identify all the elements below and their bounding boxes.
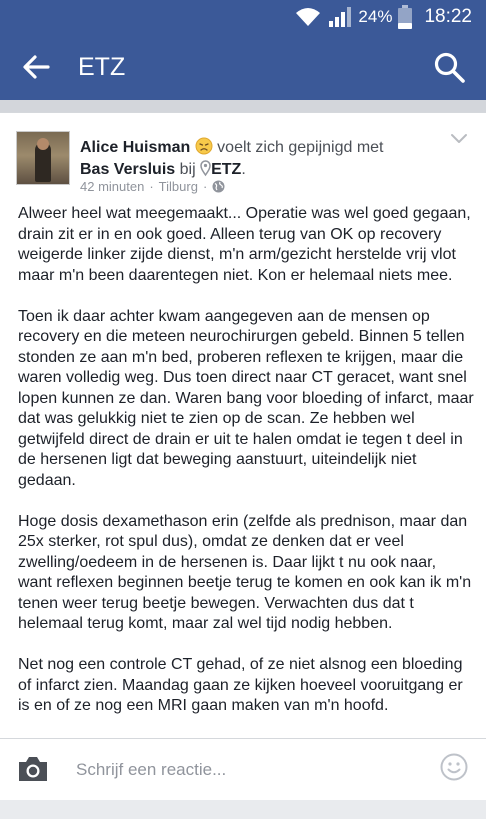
post-location[interactable]: Tilburg (158, 179, 198, 194)
battery-percentage: 24% (358, 7, 393, 26)
header-period: . (241, 161, 246, 178)
at-text: bij (179, 161, 196, 178)
wifi-icon (294, 6, 322, 28)
page-title: ETZ (78, 53, 126, 81)
comment-composer (0, 738, 486, 800)
globe-icon (212, 180, 225, 193)
place-name[interactable]: ETZ (211, 161, 242, 178)
back-arrow-icon[interactable] (20, 52, 52, 82)
post-paragraph: Net nog een controle CT gehad, of ze niet alsnog een bloeding of infarct zien. Maandag gaan ze kijken hoeveel vooruitgang er is en of ze nog een MRI gaan maken van m'n hoofd. (18, 656, 463, 714)
post-card (0, 112, 486, 738)
post-meta (80, 179, 225, 194)
emoji-icon[interactable] (440, 753, 468, 781)
location-pin-icon (200, 160, 211, 176)
chevron-down-icon[interactable] (450, 133, 468, 145)
comment-input[interactable] (76, 757, 416, 783)
tagged-name[interactable]: Bas Versluis (80, 161, 176, 178)
post-header (80, 137, 410, 181)
status-icons (294, 5, 472, 29)
signal-icon (328, 6, 352, 28)
search-icon[interactable] (432, 50, 466, 84)
feed-divider (0, 100, 486, 112)
app-bar (0, 34, 486, 100)
avatar[interactable] (16, 131, 70, 185)
post-paragraph: Toen ik daar achter kwam aangegeven aan de mensen op recovery en die meteen neurochirurgen gebeld. Binnen 5 tellen stonden ze aan m'n bed, proberen reflexen te krijgen, maar die waren volledig weg. Dus toen direct naar CT geracet, want snel lopen kunnen ze dan. Waren bang voor bloeding of infarct, maar dat was gelukkig niet te zien op de scan. Ze hebben wel getwijfeld direct de drain er uit te halen omdat ie tegen t deel in de hersenen ligt dat beweging aanstuurt, uiteindelijk niet gedaan. (18, 307, 474, 489)
post-paragraph: Alweer heel wat meegemaakt... Operatie was wel goed gegaan, drain zit er in en ook goed. Alleen terug van OK op recovery weigerde linker zijde dienst, m'n arm/gezicht herstelde vrij vlot maar m'n been daarentegen niet. Kon er helemaal niets mee. (18, 205, 471, 284)
post-body (18, 204, 474, 819)
clock: 18:22 (424, 6, 472, 27)
meta-separator: · (149, 179, 154, 194)
camera-icon[interactable] (16, 754, 50, 784)
author-name[interactable]: Alice Huisman (80, 139, 191, 156)
meta-separator: · (202, 179, 208, 194)
pained-face-icon (195, 137, 213, 155)
status-bar (0, 0, 486, 34)
feeling-text: voelt zich gepijnigd met (217, 139, 384, 156)
post-paragraph: Hoge dosis dexamethason erin (zelfde als prednison, maar dan 25x sterker, rot spul dus), omdat ze denken dat er veel zwelling/oedeem in de hersenen is. Daar lijkt t nu ook naar, want reflexen beginnen beetje terug te komen en ook kan ik m'n tenen weer terug beetje bewegen. Verwachten dus dat t helemaal terug komt, maar zal wel tijd nodig hebben. (18, 512, 472, 632)
post-time[interactable]: 42 minuten (80, 179, 145, 194)
battery-icon (398, 5, 412, 29)
